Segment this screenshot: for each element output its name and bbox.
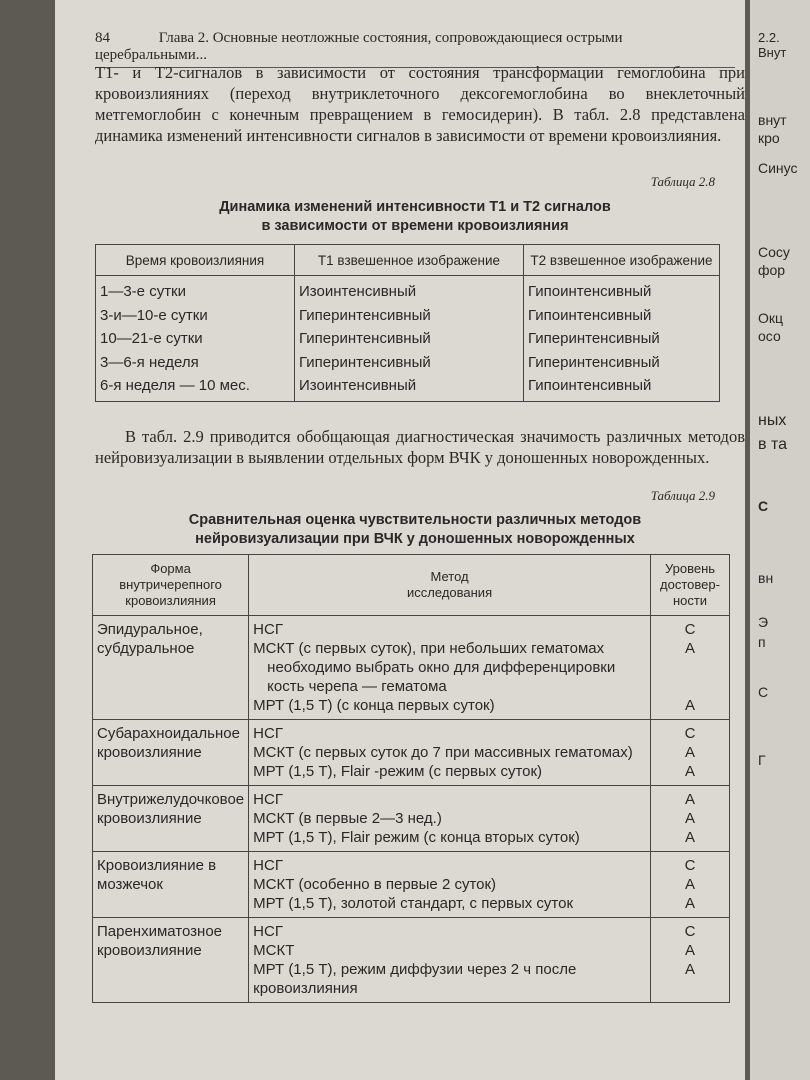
facing-page-fragment: в та (758, 436, 787, 453)
facing-page-fragment: Г (758, 752, 766, 768)
header-cell: Т1 взвешенное изображение (295, 245, 524, 276)
facing-page-fragment: фор (758, 262, 786, 278)
facing-page-fragment: п (758, 634, 766, 650)
level-value: A (684, 763, 695, 780)
table2-label: Таблица 2.9 (650, 488, 715, 503)
method-line: МРТ (1,5 Т), Flair режим (с конца вторых суток) (253, 829, 580, 846)
header-cell: Время кровоизлияния (96, 245, 295, 276)
cell: Гипоинтенсивный (524, 374, 720, 401)
level-cell (651, 852, 730, 918)
form-cell: Кровоизлияние в мозжечок (93, 852, 249, 918)
header-text: Уровень (664, 561, 716, 576)
level-value: A (684, 744, 695, 761)
level-cell (651, 616, 730, 720)
cell: 3-и—10-е сутки (96, 304, 295, 328)
table-header-row (93, 555, 730, 616)
method-line: НСГ (253, 725, 283, 742)
cell: Гиперинтенсивный (524, 327, 720, 351)
header-level (651, 555, 730, 616)
facing-page-fragment: Э (758, 614, 769, 630)
method-line: МСКТ (в первые 2—3 нед.) (253, 810, 442, 827)
cell: Гипоинтенсивный (524, 304, 720, 328)
level-value: A (684, 961, 695, 978)
table-row (93, 786, 730, 852)
table1-title (95, 198, 735, 236)
facing-page-fragment: Окц (758, 310, 784, 326)
method-cell (249, 616, 651, 720)
table1-title-line2: в зависимости от времени кровоизлияния (261, 218, 569, 234)
facing-page-edge (750, 0, 810, 1080)
facing-page-fragment: кро (758, 130, 780, 146)
cell: Гипоинтенсивный (524, 276, 720, 304)
cell: 10—21-е сутки (96, 327, 295, 351)
header-form (93, 555, 249, 616)
facing-page-header: 2.2. Внут (758, 30, 787, 60)
method-cell (249, 918, 651, 1003)
cell: 3—6-я неделя (96, 351, 295, 375)
table-row (93, 918, 730, 1003)
method-line: необходимо выбрать окно для дифференцировки (267, 659, 616, 676)
level-value: C (684, 725, 696, 742)
level-value: C (684, 621, 696, 638)
method-line: НСГ (253, 791, 283, 808)
table1-title-line1: Динамика изменений интенсивности Т1 и Т2 сигналов (219, 199, 611, 215)
method-cell (249, 786, 651, 852)
table-row (93, 852, 730, 918)
facing-page-fragment: Сосу (758, 244, 790, 260)
header-text: кровоизлияния (125, 593, 216, 608)
book-page (55, 0, 745, 1080)
method-line: кость черепа — гематома (267, 678, 447, 695)
running-title: Глава 2. Основные неотложные состояния, сопровождающиеся острыми церебральными... (95, 30, 623, 63)
level-cell (651, 918, 730, 1003)
header-cell: Т2 взвешенное изображение (524, 245, 720, 276)
facing-page-fragment: ных (758, 412, 787, 429)
facing-page-fragment: С (758, 684, 769, 700)
level-value: A (684, 829, 695, 846)
level-value: A (684, 697, 695, 714)
form-cell: Внутрижелудочковое кровоизлияние (93, 786, 249, 852)
table-2-9 (92, 554, 730, 1003)
table-row (96, 374, 720, 401)
level-cell (651, 720, 730, 786)
form-cell: Субарахноидальное кровоизлияние (93, 720, 249, 786)
table-row (96, 351, 720, 375)
cell: Гиперинтенсивный (295, 304, 524, 328)
cell: 6-я неделя — 10 мес. (96, 374, 295, 401)
method-cell (249, 852, 651, 918)
table-2-8 (95, 244, 720, 402)
header-text: Метод (430, 569, 469, 584)
cell: Изоинтенсивный (295, 374, 524, 401)
header-text: исследования (407, 585, 493, 600)
table2-title (95, 511, 735, 549)
method-line: МРТ (1,5 Т), режим диффузии через 2 ч после кровоизлияния (253, 961, 577, 997)
table-row (96, 304, 720, 328)
header-text: ности (672, 593, 708, 608)
method-line: МРТ (1,5 Т) (с конца первых суток) (253, 697, 495, 714)
method-line: МСКТ (с первых суток до 7 при массивных гематомах) (253, 744, 633, 761)
table1-label: Таблица 2.8 (650, 174, 715, 189)
cell: 1—3-е сутки (96, 276, 295, 304)
header-text: достовер- (660, 577, 720, 592)
method-line: МРТ (1,5 Т), золотой стандарт, с первых суток (253, 895, 574, 912)
header-method (249, 555, 651, 616)
level-value: A (684, 791, 695, 808)
cell: Изоинтенсивный (295, 276, 524, 304)
facing-page-fragment: вн (758, 570, 774, 586)
facing-page-fragment: осо (758, 328, 781, 344)
facing-page-fragment: внут (758, 112, 787, 128)
cell: Гиперинтенсивный (295, 327, 524, 351)
level-value: A (684, 895, 695, 912)
table-row (96, 327, 720, 351)
facing-page-fragment: Синус (758, 160, 798, 176)
level-cell (651, 786, 730, 852)
method-line: НСГ (253, 621, 283, 638)
level-value: A (684, 640, 695, 657)
method-line: МСКТ (с первых суток), при небольших гематомах (253, 640, 605, 657)
header-text: Форма (150, 561, 191, 576)
level-value: A (684, 876, 695, 893)
table-row (93, 616, 730, 720)
facing-page-fragment: С (758, 498, 769, 514)
method-line: НСГ (253, 857, 283, 874)
page-number: 84 (95, 30, 110, 46)
table-header-row (96, 245, 720, 276)
level-value: A (684, 942, 695, 959)
method-line: НСГ (253, 923, 283, 940)
form-cell: Эпидуральное, субдуральное (93, 616, 249, 720)
table-row (96, 276, 720, 304)
cell: Гиперинтенсивный (524, 351, 720, 375)
middle-paragraph: В табл. 2.9 приводится обобщающая диагностическая значимость различных методов нейровизуализации в выявлении отдельных форм ВЧК у доношенных новорожденных. (95, 427, 745, 467)
form-cell: Паренхиматозное кровоизлияние (93, 918, 249, 1003)
header-text: внутричерепного (119, 577, 222, 592)
cell: Гиперинтенсивный (295, 351, 524, 375)
table2-title-line2: нейровизуализации при ВЧК у доношенных новорожденных (195, 531, 635, 547)
method-line: МРТ (1,5 Т), Flair -режим (с первых суток) (253, 763, 543, 780)
level-value: C (684, 857, 696, 874)
table2-title-line1: Сравнительная оценка чувствительности различных методов (188, 512, 642, 528)
level-value: C (684, 923, 696, 940)
level-value: A (684, 810, 695, 827)
table-row (93, 720, 730, 786)
intro-paragraph: Т1- и Т2-сигналов в зависимости от состояния трансформации гемоглобина при кровоизлияниях (переход внутриклеточного дексогемоглобина во внеклеточный метгемоглобин с конечным превращением в гемосидерин). В табл. 2.8 представлена динамика изменений интенсивности сигналов в зависимости от времени кровоизлияния. (95, 63, 745, 145)
method-line: МСКТ (особенно в первые 2 суток) (253, 876, 497, 893)
method-cell (249, 720, 651, 786)
method-line: МСКТ (253, 942, 295, 959)
